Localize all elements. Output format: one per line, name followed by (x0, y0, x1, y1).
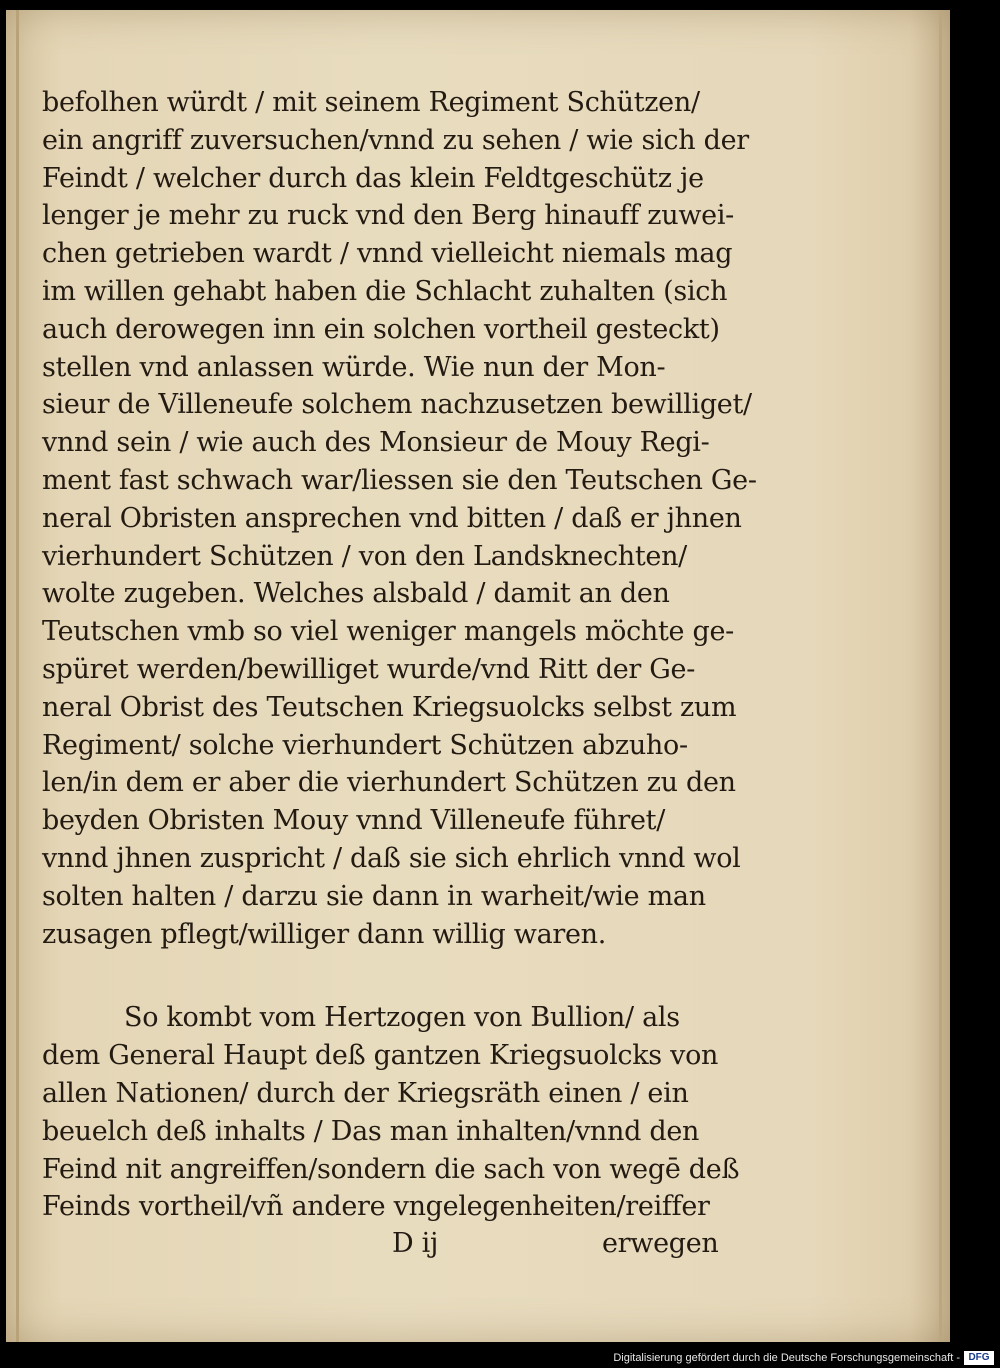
text-line: zusagen pflegt/williger dann willig waren. (42, 918, 607, 950)
text-line: beyden Obristen Mouy vnnd Villeneufe führet/ (42, 805, 666, 837)
text-line: vierhundert Schützen / von den Landsknechten/ (42, 540, 687, 572)
text-line: sieur de Villeneufe solchem nachzusetzen bewilliget/ (42, 389, 752, 421)
text-line: solten halten / darzu sie dann in warheit/wie man (42, 880, 706, 912)
text-line: dem General Haupt deß gantzen Kriegsuolcks von (42, 1040, 719, 1072)
text-line: Feind nit angreiffen/sondern die sach von wegē deß (42, 1153, 740, 1185)
text-line: ment fast schwach war/liessen sie den Teutschen Ge- (42, 464, 757, 496)
dfg-logo: DFG (964, 1351, 994, 1365)
text-line: beuelch deß inhalts / Das man inhalten/vnnd den (42, 1115, 700, 1147)
text-line: auch derowegen inn ein solchen vortheil gesteckt) (42, 313, 720, 345)
text-line: ein angriff zuversuchen/vnnd zu sehen / wie sich der (42, 124, 749, 156)
text-line: Regiment/ solche vierhundert Schützen abzuho- (42, 729, 688, 761)
text-line: Feinds vortheil/vñ andere vngelegenheiten/reiffer (42, 1191, 710, 1223)
body-text (42, 84, 757, 1259)
text-line: wolte zugeben. Welches alsbald / damit an den (42, 578, 670, 610)
scanned-page (6, 10, 950, 1342)
page-left-edge (16, 10, 19, 1342)
text-line: Teutschen vmb so viel weniger mangels möchte ge- (42, 616, 735, 648)
credit-text: Digitalisierung gefördert durch die Deutsche Forschungsgemeinschaft - (613, 1352, 960, 1364)
text-line: stellen vnd anlassen würde. Wie nun der Mon- (42, 351, 666, 383)
text-line: spüret werden/bewilliget wurde/vnd Ritt der Ge- (42, 653, 696, 685)
paragraph-gap (42, 953, 732, 999)
text-line: Feindt / welcher durch das klein Feldtgeschütz je (42, 162, 704, 194)
catchword: erwegen (602, 1228, 719, 1259)
text-line: vnnd jhnen zuspricht / daß sie sich ehrlich vnnd wol (42, 842, 741, 874)
text-line: im willen gehabt haben die Schlacht zuhalten (sich (42, 275, 728, 307)
text-line: neral Obrist des Teutschen Kriegsuolcks selbst zum (42, 691, 737, 723)
text-line: vnnd sein / wie auch des Monsieur de Mouy Regi- (42, 427, 710, 459)
text-line: lenger je mehr zu ruck vnd den Berg hinauff zuwei- (42, 200, 734, 232)
credit-bar (0, 1346, 1000, 1368)
text-line: So kombt vom Hertzogen von Bullion/ als (124, 1002, 680, 1034)
signature-mark: D ij (392, 1228, 439, 1259)
text-line: len/in dem er aber die vierhundert Schützen zu den (42, 767, 736, 799)
text-line: befolhen würdt / mit seinem Regiment Schützen/ (42, 87, 700, 118)
page-fold-shadow (910, 10, 950, 1342)
text-line: neral Obristen ansprechen vnd bitten / daß er jhnen (42, 502, 742, 534)
text-line: chen getrieben wardt / vnnd vielleicht niemals mag (42, 238, 733, 270)
text-line: allen Nationen/ durch der Kriegsräth einen / ein (42, 1077, 689, 1109)
page-footer (42, 1224, 732, 1264)
